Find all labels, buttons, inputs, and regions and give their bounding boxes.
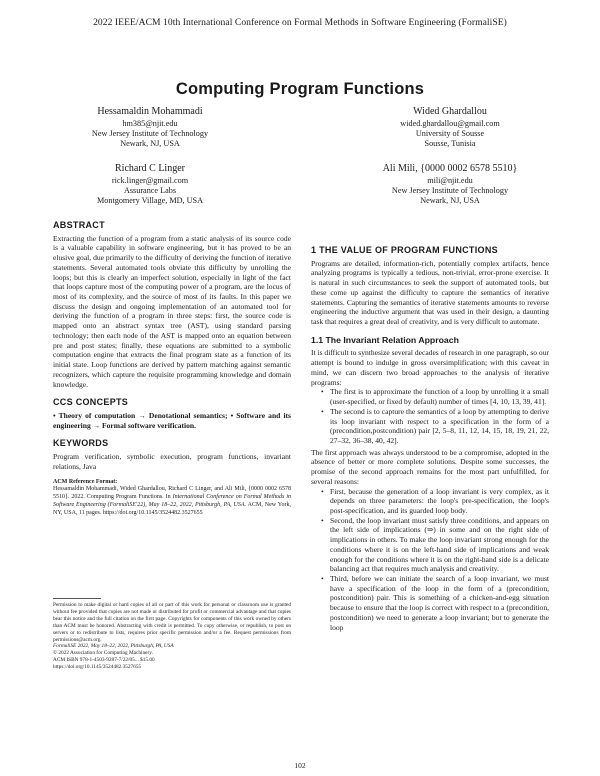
section11-bullets2 [311, 487, 549, 633]
list-item: • The second is to capture the semantics of a loop by attempting to derive its loop invariant with respect to a specification in the form of a (precondition,postcondition) pair [2, 5–8, 11, 12, 14, 15, 18, 19, 21, 22, 27–32, 36–38, 40, 42]. [330, 407, 549, 446]
author-location: Newark, NJ, USA [120, 138, 180, 148]
abstract-text: Extracting the function of a program from a static analysis of its source code is a valuable capability in software engineering, but it has proved to be an elusive goal, due primarily to the difficulty of deriving the function of iterative statements. Several automated tools obviate this difficulty by unrolling the loops; but this is clearly an imperfect solution, especially in light of the fact that loops capture most of the computing power of a program, are the locus of most of its complexity, and the source of most of its faults. In this paper we discuss the design and ongoing implementation of an automated tool for deriving the function of a program in three steps: first, the source code is mapped onto an abstract syntax tree (AST), using standard parsing technology; then each node of the AST is mapped onto an equation between pre and post states; finally, these equations are submitted to a symbolic computation engine that extracts the final program state as a function of its initial state. Loop functions are derived by pattern matching against semantic recognizers, which capture the requisite programming knowledge and domain knowledge. [53, 233, 291, 389]
conference-header: 2022 IEEE/ACM 10th International Conference on Formal Methods in Software Engineering (FormaliSE) [93, 17, 507, 28]
list-item: • Second, the loop invariant must satisfy three conditions, and appears on the left side of implications (⇒) in some and on the right side of implications in others. To make the loop invariant strong enough for the conditions where it is on the left-hand side of implications and weak enough for the conditions where it is on the right-hand side is a delicate balancing act that requires much analysis and creativity. [330, 516, 549, 574]
section11-bullets [311, 387, 549, 445]
permission-copyright: © 2022 Association for Computing Machinery. [53, 650, 153, 657]
author-name: Wided Ghardallou [413, 106, 487, 117]
section11-para2: The first approach was always understood to be a compromise, adopted in the absence of better or more complete solutions. Despite some successes, the promise of the second approach remains for the most part unfulfilled, for several reasons: [311, 447, 549, 486]
author-name: Ali Mili, {0000 0002 6578 5510} [382, 163, 518, 174]
author-email: hm385@njit.edu [122, 118, 178, 128]
author-location: Newark, NJ, USA [420, 195, 480, 205]
page-number: 102 [294, 761, 306, 770]
ccs-heading: CCS CONCEPTS [53, 397, 129, 408]
abstract-heading: ABSTRACT [53, 220, 105, 230]
list-item: • First, because the generation of a loop invariant is very complex, as it depends on three parameters: the loop's pre-specification, the loop's post-specification, and its guarded loop body. [330, 487, 549, 516]
author-location: Sousse, Tunisia [424, 138, 476, 148]
author-block-1 [40, 106, 260, 149]
author-block-2 [340, 106, 560, 149]
author-location: Montgomery Village, MD, USA [96, 195, 204, 205]
acm-reference-heading: ACM Reference Format: [53, 478, 118, 485]
acm-reference-text-a: Hessamaldin Mohammadi, Wided Ghardallou, Richard C Linger, and Ali Mili, {0000 0002 6578 5510}. 2022. Computing Program Functions. In [53, 486, 291, 501]
author-email: mili@njit.edu [427, 175, 473, 185]
author-affiliation: New Jersey Institute of Technology [391, 185, 509, 195]
keywords-text: Program verification, symbolic execution, program functions, invariant relations, Java [53, 452, 291, 471]
permission-doi: https://doi.org/10.1145/3524482.3527655 [53, 664, 142, 671]
acm-reference-venue: International Conference on Formal Methods in Software Engineering (FormaliSE'22), May 18–22, 2022, Pittsburgh, PA, USA. [53, 494, 291, 508]
permission-text: Permission to make digital or hard copies of all or part of this work for personal or classroom use is granted without fee provided that copies are not made or distributed for profit or commercial advantage and that copies bear this notice and the full citation on the first page. Copyrights for components of this work owned by others than ACM must be honored. Abstracting with credit is permitted. To copy otherwise, or republish, to post on servers or to redistribute to lists, requires prior specific permission and/or a fee. Request permissions from permissions@acm.org. [53, 602, 291, 643]
author-name: Hessamaldin Mohammadi [97, 106, 203, 117]
author-block-4 [320, 163, 580, 206]
author-name: Richard C Linger [115, 163, 185, 174]
author-affiliation: New Jersey Institute of Technology [91, 128, 209, 138]
section1-para: Programs are detailed, information-rich, potentially complex artifacts, hence analyzing programs is typically a tedious, non-trivial, error-prone exercise. It is natural in such circumstances to seek the support of automated tools, but these come up against the difficulty to capture the semantics of iterative statements. Capturing the semantics of iterative statements amounts to reverse engineering the inductive argument that was used in their design, a daunting task that requires a great deal of creativity, and is very difficult to automate. [311, 258, 549, 327]
list-item: • The first is to approximate the function of a loop by unrolling it a small (user-specified, or fixed by default) number of times [4, 10, 13, 39, 41]. [330, 387, 549, 406]
list-item: • Third, before we can initiate the search of a loop invariant, we must have a specification of the loop in the form of a (precondition, postcondition) pair. This is something of a chicken-and-egg situation because to ensure that the loop is correct with respect to a (precondition, postcondition) we need to generate a loop invariant; but to generate the loop [330, 574, 549, 632]
section11-para: It is difficult to synthesize several decades of research in one paragraph, so our attempt is bound to indulge in gross oversimplification; with this caveat in mind, we can discern two broad approaches to the analysis of iterative programs: [311, 348, 549, 387]
author-email: rick.linger@gmail.com [111, 175, 189, 185]
right-column [311, 246, 549, 632]
permission-notice [53, 602, 291, 671]
author-block-3 [40, 163, 260, 206]
left-column [53, 221, 291, 518]
ccs-text: • Theory of computation → Denotational semantics; • Software and its engineering → Formal software verification. [53, 410, 291, 430]
acm-reference-text-b: ACM, New York, NY, USA, 11 pages. https://doi.org/10.1145/3524482.3527655 [53, 501, 291, 516]
permission-isbn: ACM ISBN 978-1-4503-9287-7/22/05... $15.00 [53, 657, 155, 664]
author-affiliation: Assurance Labs [123, 185, 177, 195]
author-affiliation: University of Sousse [415, 128, 485, 138]
section11-heading: 1.1 The Invariant Relation Approach [311, 334, 459, 345]
author-email: wided.ghardallou@gmail.com [400, 118, 500, 128]
acm-reference [53, 479, 291, 518]
section1-heading: 1 THE VALUE OF PROGRAM FUNCTIONS [311, 245, 498, 255]
paper-title: Computing Program Functions [175, 80, 425, 98]
footnote-rule [53, 598, 101, 599]
keywords-heading: KEYWORDS [53, 438, 109, 449]
permission-venue: FormaliSE 2022, May 18–22, 2022, Pittsburgh, PA, USA [53, 643, 174, 650]
